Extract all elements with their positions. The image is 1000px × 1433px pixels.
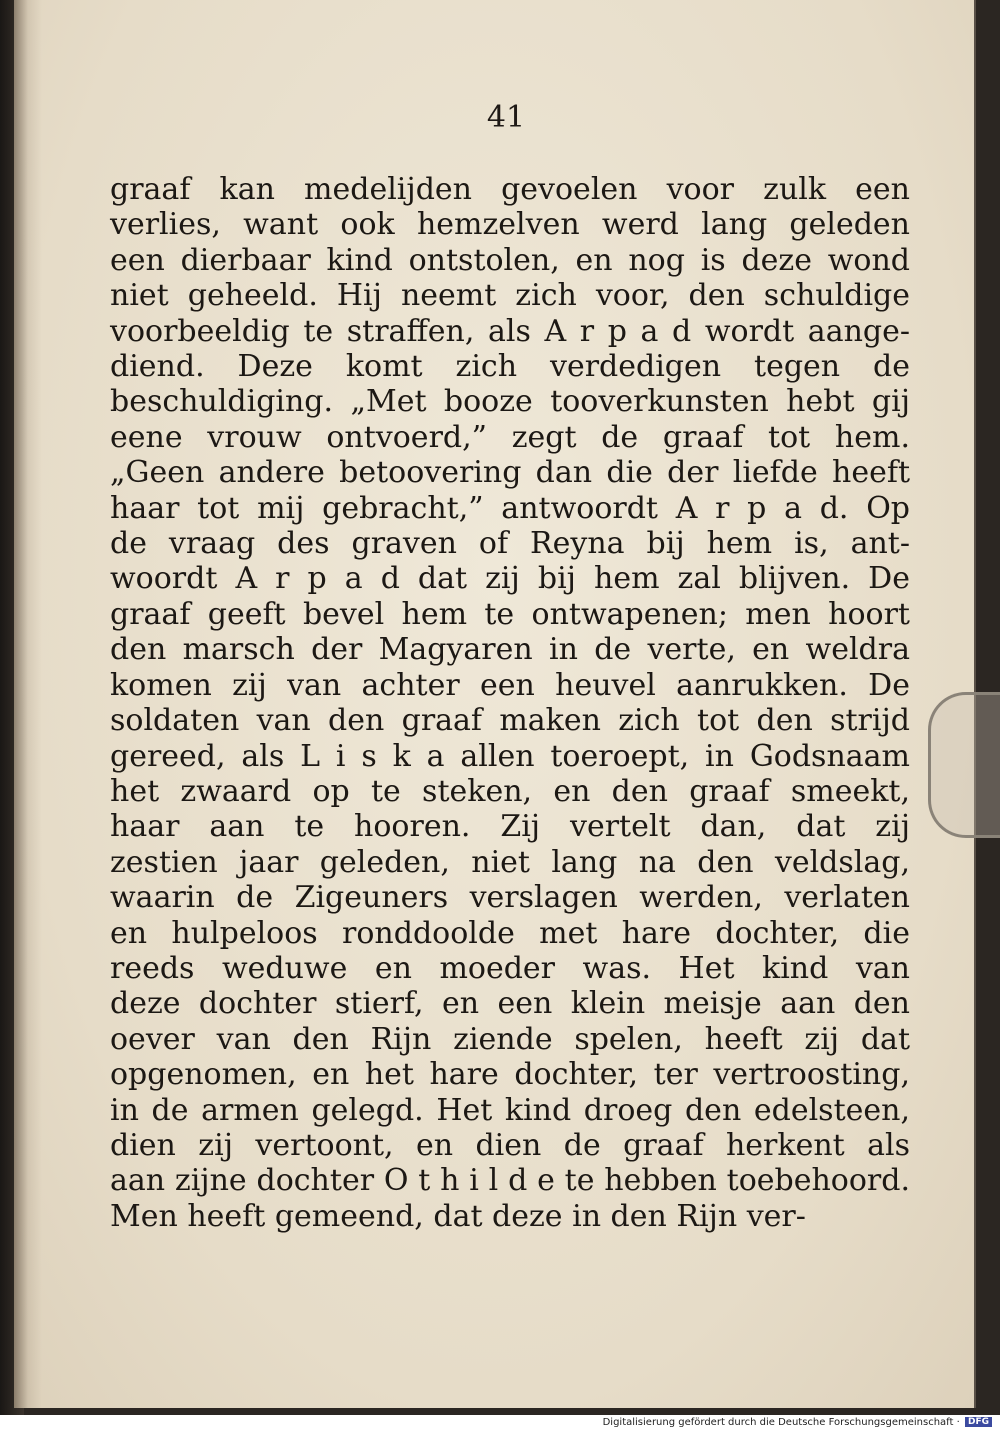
text-line: de vraag des graven of Reyna bij hem is, ant- (110, 526, 910, 562)
page-clip-tab (928, 692, 1000, 838)
page-number: 41 (486, 100, 526, 135)
text-line: deze dochter stierf, en een klein meisje aan den (110, 986, 910, 1022)
text-line: eene vrouw ontvoerd,” zegt de graaf tot hem. (110, 419, 910, 455)
body-text (110, 172, 910, 1234)
text-line: graaf kan medelijden gevoelen voor zulk een (110, 172, 910, 207)
text-line: dien zij vertoont, en dien de graaf herkent als (110, 1127, 910, 1163)
text-line: soldaten van den graaf maken zich tot den strijd (110, 703, 910, 739)
text-line: voorbeeldig te straffen, als A r p a d wordt aange- (110, 313, 910, 349)
text-line: den marsch der Magyaren in de verte, en weldra (110, 632, 910, 668)
text-line: reeds weduwe en moeder was. Het kind van (110, 950, 910, 986)
text-line: aan zijne dochter O t h i l d e te hebben toebehoord. (110, 1163, 910, 1199)
text-line: haar aan te hooren. Zij vertelt dan, dat zij (110, 809, 910, 845)
text-line: verlies, want ook hemzelven werd lang geleden (110, 207, 910, 243)
text-line: haar tot mij gebracht,” antwoordt A r p a d. Op (110, 490, 910, 526)
text-line: Men heeft gemeend, dat deze in den Rijn ver- (110, 1198, 806, 1234)
text-line: een dierbaar kind ontstolen, en nog is deze wond (110, 242, 910, 278)
text-line: gereed, als L i s k a allen toeroept, in Godsnaam (110, 738, 910, 774)
text-line: in de armen gelegd. Het kind droeg den edelsteen, (110, 1092, 910, 1128)
text-line: beschuldiging. „Met booze tooverkunsten hebt gij (110, 384, 910, 420)
text-line: opgenomen, en het hare dochter, ter vertroosting, (110, 1057, 910, 1093)
text-line: niet geheeld. Hij neemt zich voor, den schuldige (110, 278, 910, 314)
page-gutter-shadow (14, 0, 42, 1408)
text-line: diend. Deze komt zich verdedigen tegen de (110, 349, 910, 385)
text-line: oever van den Rijn ziende spelen, heeft zij dat (110, 1021, 910, 1057)
text-line: „Geen andere betoovering dan die der liefde heeft (110, 455, 910, 491)
text-line: komen zij van achter een heuvel aanrukken. De (110, 667, 910, 703)
digitization-credit (603, 1417, 992, 1428)
text-line: het zwaard op te steken, en den graaf smeekt, (110, 773, 910, 809)
text-line: waarin de Zigeuners verslagen werden, verlaten (110, 880, 910, 916)
text-line: graaf geeft bevel hem te ontwapenen; men hoort (110, 596, 910, 632)
credit-text: Digitalisierung gefördert durch die Deutsche Forschungsgemeinschaft · (602, 1417, 960, 1428)
text-line: zestien jaar geleden, niet lang na den veldslag, (110, 844, 910, 880)
text-line: woordt A r p a d dat zij bij hem zal blijven. De (110, 561, 910, 597)
dfg-logo: DFG (965, 1417, 992, 1427)
text-line: en hulpeloos ronddoolde met hare dochter, die (110, 915, 910, 951)
